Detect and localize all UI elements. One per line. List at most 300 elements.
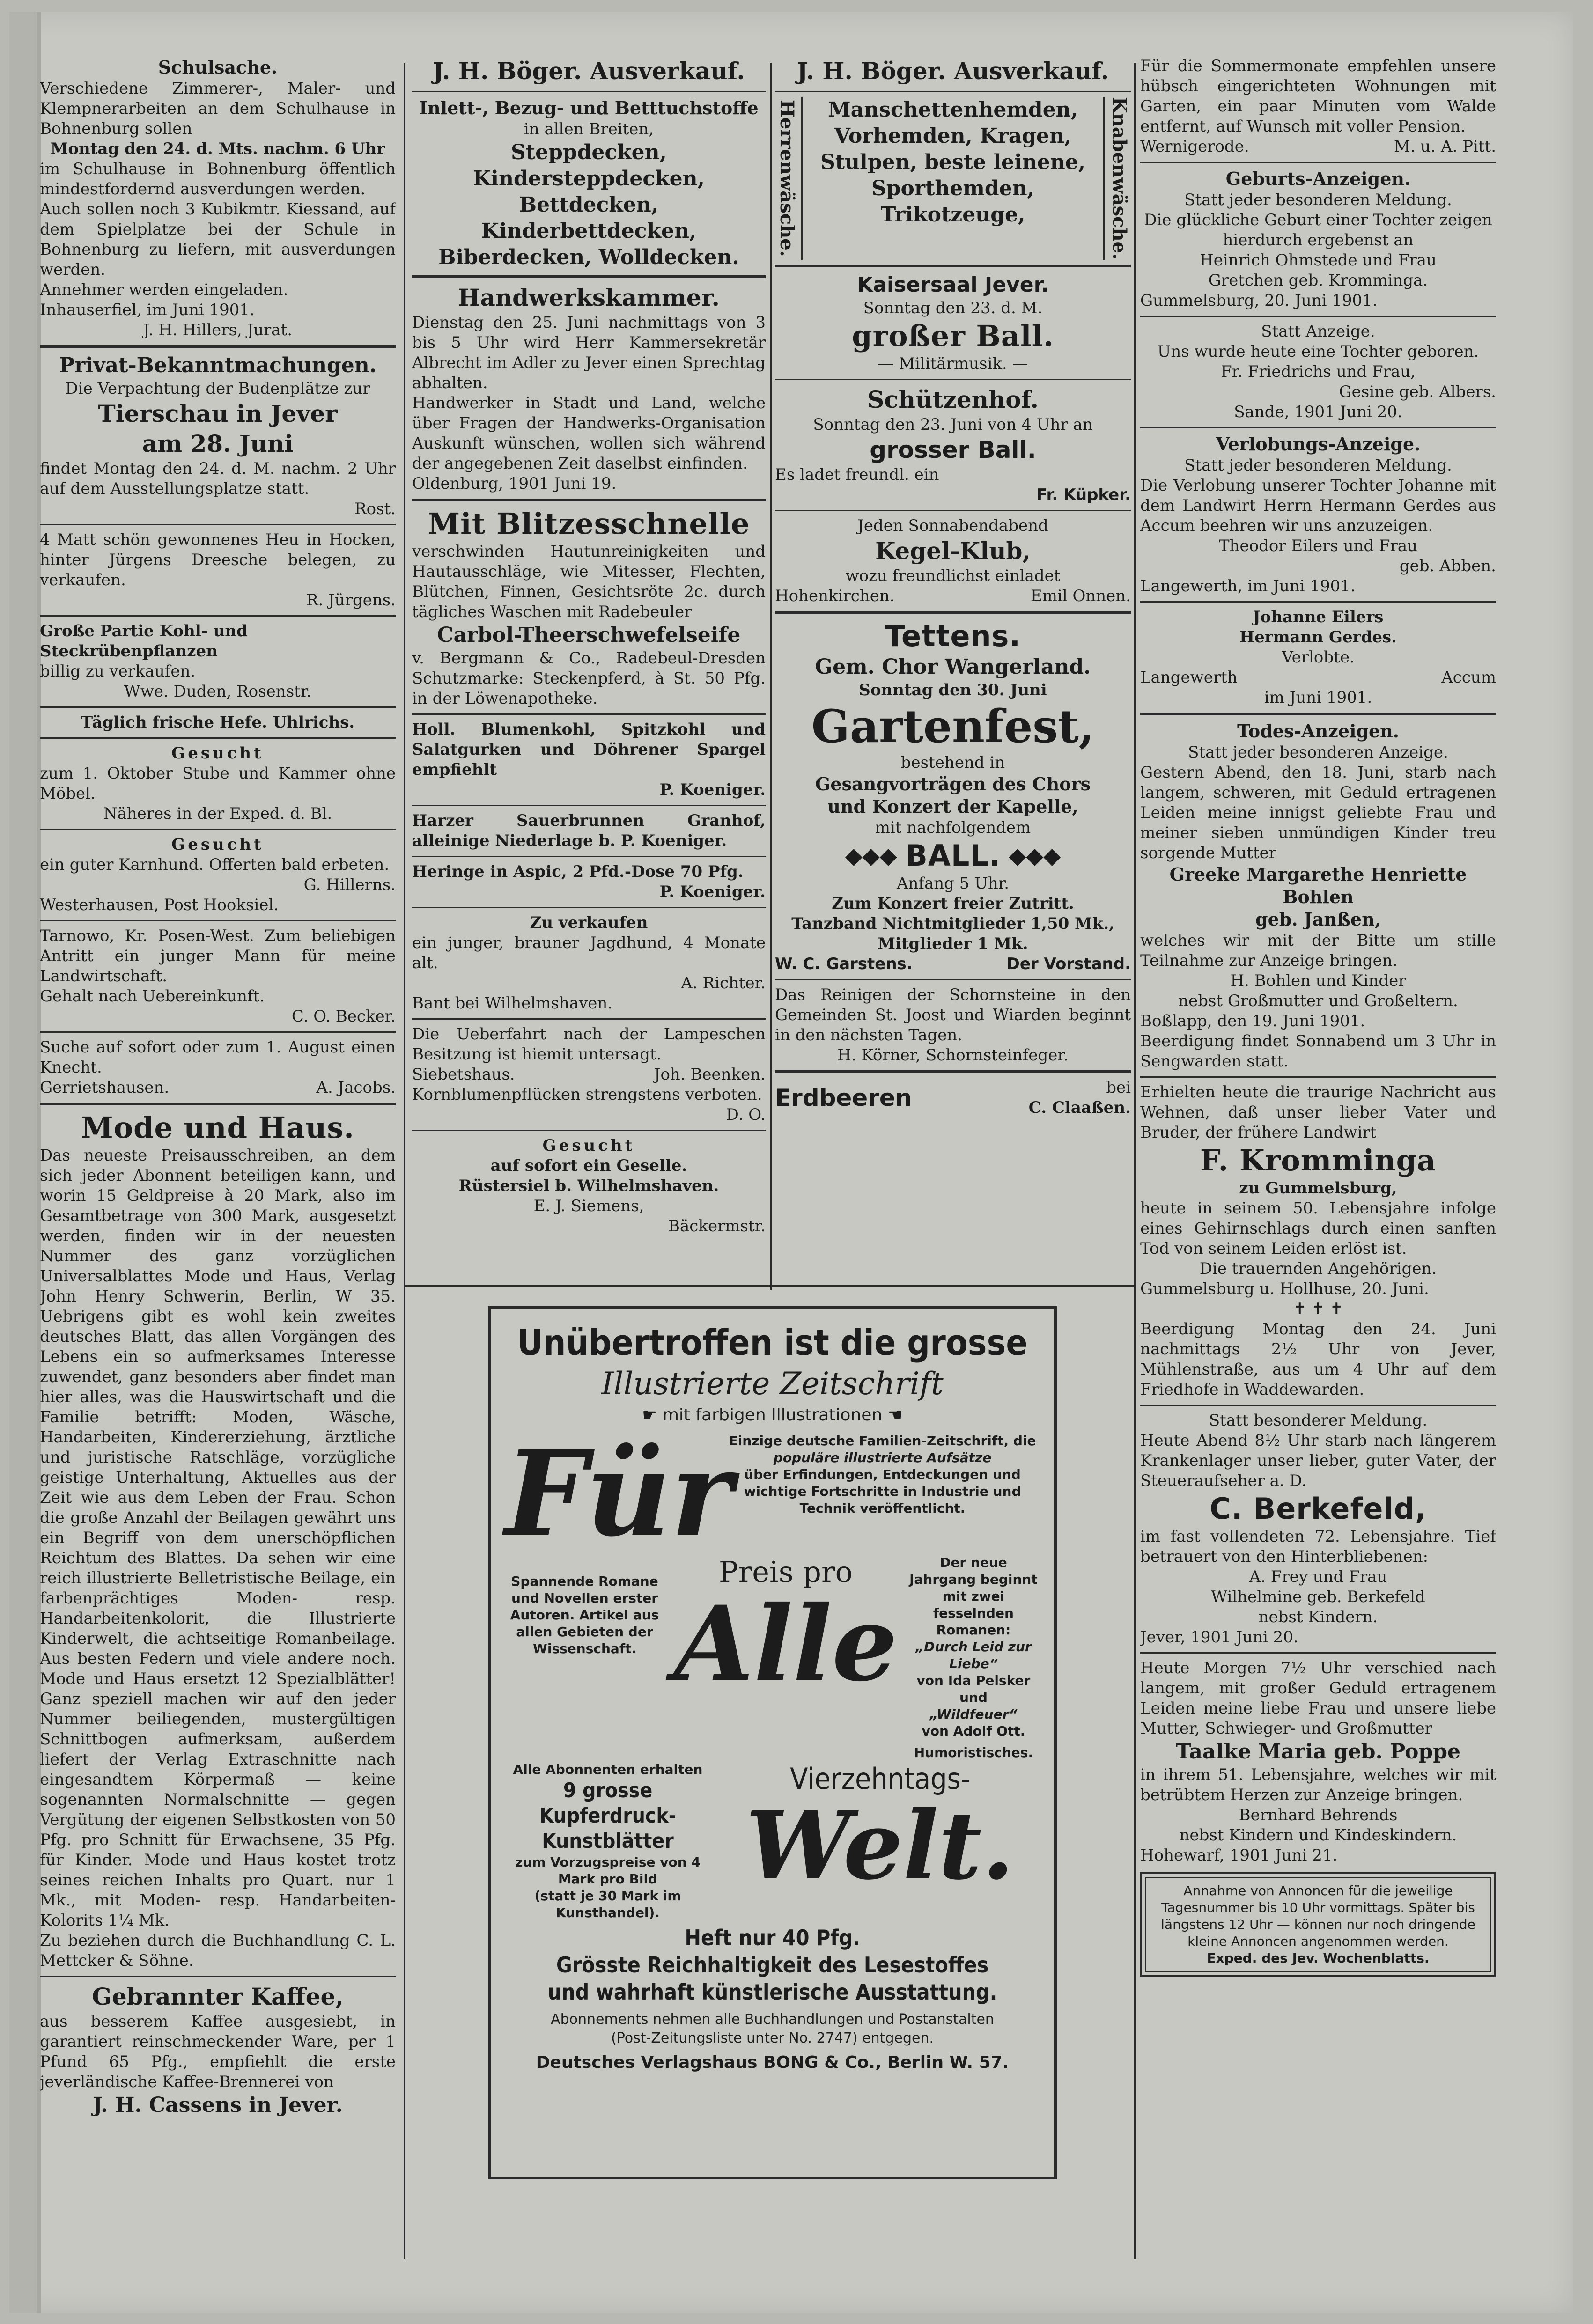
ad-line: Vorhemden, Kragen, [834,124,1072,148]
ad-date: Montag den 24. d. Mts. nachm. 6 Uhr [50,140,385,158]
column-2 [412,56,766,1239]
ad-body: zum 1. Oktober Stube und Kammer ohne Möbel. [40,764,396,803]
ad-schuetzenhof [775,385,1131,505]
pointing-hand-icon: ☚ [887,1405,903,1425]
ad-line: Der neue Jahrgang beginnt mit zwei fesselnden Romanen: [909,1555,1038,1638]
column-rule [404,1283,405,2259]
ad-name: C. Berkefeld, [1210,1492,1427,1526]
ad-signature: H. Körner, Schornsteinfeger. [837,1045,1069,1065]
ad-row-fuer [505,1425,1040,1562]
ad-names: geb. Abben. [1399,557,1496,575]
ad-kohl [40,621,396,702]
ad-body: Das Reinigen der Schornsteine in den Gemeinden St. Joost und Wiarden beginnt in den nächsten Tagen. [775,985,1131,1044]
ad-body: Beerdigung Montag den 24. Juni nachmittags 2½ Uhr von Jever, Mühlenstraße, aus um 4 Uhr auf dem Friedhofe in Waddewarden. [1140,1320,1496,1399]
rule [1140,427,1496,428]
ad-body: Annehmer werden eingeladen. [40,280,288,299]
ad-line: Spannende Romane und Novellen erster Autoren. Artikel aus allen Gebieten der Wissenschaft. [510,1574,659,1656]
rule [775,979,1131,980]
ad-boeger-waesche [775,56,1131,260]
ad-signature: P. Koeniger. [659,883,766,901]
ad-signature-row [412,1065,766,1085]
ad-body: Suche auf sofort oder zum 1. August einen Knecht. [40,1038,396,1077]
ad-signature-row [775,586,1131,606]
ad-headline: J. H. Böger. Ausverkauf. [796,57,1109,85]
ad-line: Steppdecken, Kindersteppdecken, [473,140,705,191]
ad-geselle [412,1136,766,1236]
notice-body [1145,1877,1491,1972]
rule [40,345,396,348]
ad-place: Boßlapp, den 19. Juni 1901. [1140,1012,1365,1030]
ad-sauerbrunnen: Harzer Sauerbrunnen Granhof, alleinige Niederlage b. P. Koeniger. [412,811,766,850]
ad-signature: Die trauernden Angehörigen. [1199,1259,1437,1278]
rule [1140,162,1496,163]
ad-price: Heft nur 40 Pfg. [685,1925,860,1950]
ad-headline: Kegel-Klub, [875,537,1031,565]
ad-signature: Emil Onnen. [1030,586,1131,605]
column-1 [40,56,396,2121]
ad-line: Zum Konzert freier Zutritt. [832,894,1074,913]
ad-headline: Gebrannter Kaffee, [92,1983,344,2010]
ad-date: Sonntag den 30. Juni [859,680,1047,699]
ad-line: (statt je 30 Mark im Kunsthandel). [534,1888,681,1920]
ad-headline: am 28. Juni [142,430,294,457]
ad-tettens [775,618,1131,974]
ad-jagdhund [412,913,766,1014]
ad-schornstein [775,985,1131,1066]
ad-tod-berkefeld [1140,1411,1496,1647]
ball-row [775,838,1131,874]
ad-place: Inhauserfiel, im Juni 1901. [40,301,255,319]
side-label: Herrenwäsche. [775,97,803,260]
ad-signature: Bernhard Behrends [1239,1806,1398,1824]
ad-body: Beerdigung findet Sonnabend um 3 Uhr in Sengwarden statt. [1140,1032,1496,1071]
ad-illu-text: mit farbigen Illustrationen [662,1405,883,1425]
ad-line: in allen Breiten, [524,120,654,139]
section-title: Verlobungs-Anzeige. [1216,434,1421,455]
rule [40,737,396,739]
ad-names: Gesine geb. Albers. [1339,382,1496,401]
ad-body: auf sofort ein Geselle. [490,1156,687,1175]
ad-left-text [505,1761,711,1921]
ad-line: Abonnements nehmen alle Buchhandlungen und Postanstalten [551,2011,994,2028]
rule [412,91,766,92]
ad-body: Verlobte. [1282,648,1355,667]
ad-place: Accum [1441,668,1496,687]
ad-body: Handwerker in Stadt und Land, welche über Fragen der Handwerks-Organisation Auskunft wünschen, wollen sich während der angegebenen Zeit daselbst einfinden. [412,394,766,473]
ad-place: Gerrietshausen. [40,1078,170,1097]
ad-heringe [412,862,766,902]
rule [412,907,766,908]
cross-icon: ✝ ✝ ✝ [1293,1300,1343,1318]
ad-line: mit nachfolgendem [875,818,1031,837]
ad-line: Inlett-, Bezug- und Betttuchstoffe [419,97,759,118]
rule [40,615,396,617]
ad-signature: J. H. Hillers, Jurat. [143,321,293,339]
ad-title: Gesucht [171,744,264,763]
ad-body: verschwinden Hautunreinigkeiten und Hautausschläge, wie Mitesser, Flechten, Blütchen, Finnen, Gesichtsröte 2c. durch tägliches Waschen mit Radebeuler [412,542,766,621]
ad-line: Bettdecken, Kinderbettdecken, [481,193,697,243]
ad-signature: J. H. Cassens in Jever. [92,2093,343,2117]
ad-place: Jever, 1901 Juni 20. [1140,1628,1298,1647]
ad-geburt-2 [1140,322,1496,422]
rule [775,91,1131,92]
ad-row-alle [505,1554,1040,1761]
ad-line: Manschettenhemden, [828,98,1078,122]
ad-name: geb. Janßen, [1255,909,1381,930]
ad-subtitle: Illustrierte Zeitschrift [601,1366,944,1402]
rule [412,805,766,806]
ad-signature: Fr. Küpker. [1036,485,1131,504]
rule [775,510,1131,511]
ad-tod-kromminga [1140,1082,1496,1400]
rule [412,1130,766,1131]
ad-body: in ihrem 51. Lebensjahre, welches wir mit betrübtem Herzen zur Anzeige bringen. [1140,1765,1496,1804]
ad-headline: Erdbeeren [775,1084,912,1111]
rule [40,829,396,830]
ad-ueberfahrt [412,1024,766,1125]
ad-headline: Tettens. [885,618,1021,653]
ad-signature: W. C. Garstens. [775,954,913,973]
ad-handwerkskammer [412,283,766,494]
ad-signature: R. Jürgens. [306,591,396,610]
ad-line: Biberdecken, Wolldecken. [438,245,739,269]
ad-body: aus besserem Kaffee ausgesiebt, in garantiert reinschmeckender Ware, per 1 Pfund 65 Pfg., empfiehlt die erste jeverländische Kaffee-Brennerei von [40,2012,396,2091]
ad-title: Gesucht [542,1136,635,1155]
ad-place: Gummelsburg, 20. Juni 1901. [1140,291,1378,310]
ad-body: Das neueste Preisausschreiben, an dem sich jeder Abonnent beteiligen kann, und worin 15 Geldpreise à 20 Mark, also im Gesamtbetrage von 300 Mark, ausgesetzt werden, finden wir in der neuesten Nummer des ganz vorzüglichen Universalblattes Mode und Haus, Verlag John Henry Schwerin, Berlin, W 35. Uebrigens gibt es wohl kein zweites deutsches Blatt, das allen Vorgängen des Lebens ein so aufmerksames Interesse zuwendet, ganz besonders aber findet man hier alles, was die Hauswirtschaft und die Familie betrifft: Moden, Wäsche, Handarbeiten, Kindererziehung, ärztliche und juristische Ratschläge, vorzügliche geistige Unterhaltung, Aktuelles aus der Zeit wie aus dem Leben der Frau. Schon die große Anzahl der Beilagen gewährt uns ein Begriff von dem unerschöpflichen Reichtum des Blattes. Da sehen wir eine reich illustrierte Belletristische Beilage, ein farbenprächtiges Moden- resp. Handarbeitenkolorit, die Illustrierte Kinderwelt, die achtseitige Romanbeilage. Aus besten Federn und viele andere noch. Mode und Haus ersetzt 12 Spezialblätter! Ganz speziell machen wir auf den jeder Nummer beiliegenden, mustergültigen Schnittbogen aufmerksam, außerdem liefert der Verlag Extraschnitte nach eingesandtem Körpermaß — keine sogenannten Normalschnitte — gegen Vergütung der eigenen Selbstkosten von 50 Pfg. pro Schnitt für Erwachsene, 35 Pfg. für Kinder. Mode und Haus kostet trotz seines reichen Inhalts pro Quart. nur 1 Mk., mit Moden- resp. Handarbeiten-Kolorits 1¼ Mk. [40,1146,396,1930]
ad-place: Bant bei Wilhelmshaven. [412,994,613,1013]
section-title: Geburts-Anzeigen. [1225,168,1411,189]
rule [1140,316,1496,317]
ad-place: Wernigerode. [1140,137,1249,156]
ad-signature: A. Jacobs. [316,1078,396,1097]
ad-title: Schulsache. [158,57,278,78]
ad-name: Greeke Margarethe Henriette Bohlen [1169,864,1467,907]
rule [412,856,766,857]
ad-body: v. Bergmann & Co., Radebeul-Dresden Schutzmarke: Steckenpferd, à St. 50 Pfg. in der Löwenapotheke. [412,649,766,708]
ad-signature: Bäckermstr. [668,1217,766,1236]
ad-signature: Joh. Beenken. [654,1065,766,1084]
rule [412,275,766,278]
page-gutter [9,12,37,2313]
ad-title: Gesucht [171,835,264,854]
ad-signature-row [775,954,1131,974]
ad-body: Verschiedene Zimmerer-, Maler- und Klempnerarbeiten an dem Schulhause in Bohnenburg sollen [40,79,396,138]
ad-body: ein guter Karnhund. Offerten bald erbeten. [40,855,390,874]
ad-signature-row [1140,668,1496,688]
ad-tod-poppe [1140,1658,1496,1866]
ad-body: Auch sollen noch 3 Kubikmtr. Kiessand, auf dem Spielplatze bei der Schule in Bohnenburg zu liefern, mit ausverdungen werden. [40,200,396,279]
ad-body: im Schulhause in Bohnenburg öffentlich mindestfordernd ausverdungen werden. [40,160,396,199]
ad-line: und wahrhaft künstlerische Ausstattung. [547,1979,997,2005]
ad-body: Statt besonderer Meldung. [1209,1411,1428,1430]
ad-headline: Schützenhof. [867,385,1039,413]
ad-signature: M. u. A. Pitt. [1394,137,1496,156]
ad-signature: Rost. [354,500,396,518]
ad-headline: Handwerkskammer. [458,284,720,311]
ad-privat [40,353,396,519]
ad-body: Heringe in Aspic, 2 Pfd.-Dose 70 Pfg. [412,862,744,881]
column-rule [1134,63,1136,2259]
ad-headline: Mit Blitzesschnelle [428,507,750,541]
diamond-icon: ◆◆◆ [1009,842,1061,869]
ad-body: Statt jeder besonderen Anzeige. [1188,743,1448,762]
ad-right-text [907,1554,1040,1761]
ad-left-text [505,1554,664,1761]
ad-alle: Alle [674,1583,898,1704]
ad-headline: Unübertroffen ist die grosse [517,1322,1028,1363]
ad-line: 9 grosse Kupferdruck-Kunstblätter [539,1779,677,1853]
ad-lines [803,97,1103,260]
ad-line: Sporthemden, [871,177,1034,200]
ad-place: Gummelsburg u. Hollhuse, 20. Juni. [1140,1280,1429,1298]
rule [1140,601,1496,603]
ad-signature: Wwe. Duden, Rosenstr. [124,682,312,701]
ad-body: findet Montag den 24. d. M. nachm. 2 Uhr auf dem Ausstellungsplatze statt. [40,459,396,498]
ad-couple: Hermann Gerdes. [1239,628,1397,647]
rule [412,499,766,501]
rule [775,379,1131,380]
ad-tod-bohlen [1140,720,1496,1072]
ad-signature: nebst Kindern. [1258,1608,1378,1626]
rule [40,706,396,708]
ad-body: Erhielten heute die traurige Nachricht aus Wehnen, daß unser lieber Vater und Bruder, der frühere Landwirt [1140,1083,1496,1142]
ad-event: grosser Ball. [870,436,1036,463]
ad-body: Die glückliche Geburt einer Tochter zeigen hierdurch ergebenst an [1144,211,1492,250]
ad-kaisersaal [775,272,1131,374]
ad-blumenkohl [412,720,766,800]
diamond-icon: ◆◆◆ [845,842,897,869]
rule [40,1976,396,1977]
ad-signature: C. Claaßen. [1028,1098,1131,1117]
rule [1140,1652,1496,1654]
ad-publisher: Deutsches Verlagshaus BONG & Co., Berlin W. 57. [536,2053,1009,2072]
ad-signature: Der Vorstand. [1006,954,1131,973]
ad-kaffee [40,1982,396,2118]
section-title: Todes-Anzeigen. [1237,721,1400,742]
side-label: Knabenwäsche. [1103,97,1131,260]
notice-signature: Exped. des Jev. Wochenblatts. [1207,1950,1430,1966]
ad-signature: A. Richter. [681,974,766,993]
ad-body: Tarnowo, Kr. Posen-West. Zum beliebigen Antritt ein junger Mann für meine Landwirtschaft. [40,927,396,985]
ad-headline: J. H. Böger. Ausverkauf. [433,57,745,85]
ad-headline: Tierschau in Jever [98,400,338,427]
ad-name: F. Kromminga [1200,1143,1437,1177]
ad-place: Westerhausen, Post Hooksiel. [40,896,279,914]
ad-event: großer Ball. [852,318,1054,353]
ad-signature: D. O. [726,1105,766,1124]
ad-line: Humoristisches. [914,1745,1033,1760]
ad-place: Sande, 1901 Juni 20. [1234,403,1402,421]
ad-vierzehntags: Vierzehntags- [790,1762,970,1796]
ad-signature: P. Koeniger. [659,780,766,799]
ad-product: Carbol-Theerschwefelseife [437,623,741,647]
ad-line: Einzige deutsche Familien-Zeitschrift, die [729,1433,1036,1449]
ad-row-welt [505,1761,1040,1921]
ad-schulsache [40,56,396,340]
ad-body: Die Verpachtung der Budenplätze zur [65,379,370,398]
ad-line: „Durch Leid zur Liebe“ [915,1639,1032,1671]
ad-line: Mitglieder 1 Mk. [878,934,1028,953]
ad-date: im Juni 1901. [1264,688,1372,707]
ad-body: Statt jeder besonderen Meldung. [1184,191,1452,209]
ad-verlobung [1140,433,1496,708]
ad-signature: C. O. Becker. [291,1007,396,1026]
rule [40,920,396,921]
ad-line: „Wildfeuer“ [929,1706,1018,1722]
horizontal-rule [404,1285,1134,1287]
ad-line: über Erfindungen, Entdeckungen und wichtige Fortschritte in Industrie und Technik veröffentlicht. [744,1467,1021,1516]
ad-names: Heinrich Ohmstede und Frau [1200,251,1437,270]
ad-body: Heute Morgen 7½ Uhr verschied nach langem, mit großer Geduld ertragenem Leiden meine liebe Frau und unsere liebe Mutter, Schwieger- und Großmutter [1140,1659,1496,1738]
ad-gesucht-hund [40,835,396,915]
ad-body: 4 Matt schön gewonnenes Heu in Hocken, hinter Jürgens Dreesche belegen, zu verkaufen. [40,530,396,589]
ad-body: Jeden Sonnabendabend [857,516,1048,535]
rule [1140,1076,1496,1078]
ad-body: Holl. Blumenkohl, Spitzkohl und Salatgurken und Döhrener Spargel empfiehlt [412,720,766,779]
ad-body: Heute Abend 8½ Uhr starb nach längerem Krankenlager unser lieber, guter Vater, der Steueraufseher a. D. [1140,1431,1496,1490]
ad-blitzesschnelle [412,506,766,709]
ad-place: Siebetshaus. [412,1065,515,1084]
ad-line: (Post-Zeitungsliste unter No. 2747) entgegen. [611,2030,934,2046]
ad-event: Gartenfest, [811,699,1095,753]
ad-body: Uns wurde heute eine Tochter geboren. [1157,342,1479,361]
ad-body: Zu beziehen durch die Buchhandlung C. L. Mettcker & Söhne. [40,1931,396,1970]
notice-box [1140,1872,1496,1977]
ad-heu [40,530,396,610]
ad-body: Statt Anzeige. [1261,322,1375,341]
ad-body: billig zu verkaufen. [40,662,196,681]
ad-body: Es ladet freundl. ein [775,465,939,484]
ad-body: Die Ueberfahrt nach der Lampeschen Besitzung ist hiemit untersagt. [412,1025,766,1064]
ad-zeitschrift [488,1306,1057,2179]
ad-line: zum Vorzugspreise von 4 Mark pro Bild [515,1854,701,1887]
ad-place: Hohenkirchen. [775,586,895,605]
ad-line: populäre illustrierte Aufsätze [773,1450,992,1465]
ad-body: Die Verlobung unserer Tochter Johanne mit dem Landwirt Herrn Hermann Gerdes aus Accum beehren wir uns anzuzeigen. [1140,476,1496,535]
ad-signature: H. Bohlen und Kinder [1230,971,1406,990]
column-rule [770,63,772,1290]
ad-couple: Johanne Eilers [1253,608,1384,626]
ad-headline: Mode und Haus. [81,1111,354,1145]
ad-body: Kornblumenpflücken strengstens verboten. [412,1085,762,1104]
ad-signature-block [1029,1078,1131,1118]
ad-date: Sonntag den 23. Juni von 4 Uhr an [813,415,1093,434]
ad-mode-und-haus [40,1110,396,1971]
ad-welt: Welt. [745,1791,1015,1901]
ad-signature: nebst Kindern und Kindeskindern. [1179,1826,1457,1845]
ad-line: Trikotzeuge, [880,203,1025,227]
ad-body: im fast vollendeten 72. Lebensjahre. Tief betrauert von den Hinterbliebenen: [1140,1527,1496,1566]
ad-gesucht-stube [40,743,396,824]
rule [1140,713,1496,715]
ad-name: Taalke Maria geb. Poppe [1176,1740,1460,1764]
ad-body: heute in seinem 50. Lebensjahre infolge eines Gehirnschlags durch einen sanften Tod von seinem Leiden erlöst ist. [1140,1199,1496,1258]
ad-names: Theodor Eilers und Frau [1218,537,1418,555]
ad-place: Hohewarf, 1901 Juni 21. [1140,1846,1338,1865]
column-3 [775,56,1131,1121]
rule [775,1070,1131,1073]
ad-tarnowo [40,926,396,1027]
ad-line: Stulpen, beste leinene, [820,150,1086,174]
rule [412,1018,766,1020]
ad-line: Gem. Chor Wangerland. [815,655,1091,679]
rule [775,611,1131,614]
ad-place: Langewerth [1140,668,1238,687]
ad-center [674,1554,898,1761]
ad-body: ein junger, brauner Jagdhund, 4 Monate alt. [412,934,766,972]
section-title: Privat-Bekanntmachungen. [59,353,377,377]
ad-boeger-bedding [412,56,766,271]
ad-center [720,1761,1040,1921]
ad-place: Oldenburg, 1901 Juni 19. [412,474,617,493]
ad-line: Alle Abonnenten erhalten [513,1762,703,1777]
ad-body: Für die Sommermonate empfehlen unsere hübsch eingerichteten Wohnungen mit Garten, ein paar Minuten vom Walde entfernt, auf Wunsch mit voller Pension. [1140,57,1496,136]
ad-ball: BALL. [905,838,1001,873]
rule [40,1103,396,1105]
ad-signature: Wilhelmine geb. Berkefeld [1211,1588,1425,1606]
ad-word: bei [1106,1078,1131,1097]
rule [775,265,1131,267]
ad-line: bestehend in [900,753,1005,772]
ad-body: Gestern Abend, den 18. Juni, starb nach langem, schweren, mit Geduld ertragenen Leiden meine innigst geliebte Frau und meiner sieben unmündigen Kinder treu sorgende Mutter [1140,763,1496,862]
ad-line: Grösste Reichhaltigkeit des Lesestoffes [556,1952,989,1978]
rule [40,524,396,525]
rule [40,1031,396,1033]
ad-line: von Adolf Ott. [922,1723,1025,1739]
ad-body: Näheres in der Exped. d. Bl. [103,804,332,823]
ad-names: Fr. Friedrichs und Frau, [1221,362,1416,381]
ad-line: Gesangvorträgen des Chors [815,773,1091,794]
ad-place: Langewerth, im Juni 1901. [1140,577,1356,596]
notice-text: Annahme von Annoncen für die jeweilige Tagesnummer bis 10 Uhr vormittags. Später bis längstens 12 Uhr — können nur noch dringende kleine Annoncen angenommen werden. [1161,1883,1475,1949]
rule [1140,1405,1496,1406]
ad-sommer [1140,56,1496,157]
ad-body: Dienstag den 25. Juni nachmittags von 3 bis 5 Uhr wird Herr Kammersekretär Albrecht im Adler zu Jever einen Sprechtag abhalten. [412,313,766,392]
ad-title: Zu verkaufen [530,913,648,932]
ad-kegel-klub [775,516,1131,606]
ad-title: Große Partie Kohl- und Steckrübenpflanzen [40,622,248,661]
ad-body: Statt jeder besonderen Meldung. [1184,456,1452,475]
ad-boeger-body [775,97,1131,260]
ad-preis: Preis pro [718,1555,853,1589]
ad-fuer: Für [505,1425,733,1562]
ad-name: zu Gummelsburg, [1239,1179,1397,1198]
ad-headline: Kaisersaal Jever. [857,272,1049,297]
ad-signature: nebst Großmutter und Großeltern. [1178,992,1458,1010]
ad-knecht [40,1037,396,1098]
ad-place: Rüstersiel b. Wilhelmshaven. [458,1177,719,1195]
ad-erdbeeren [775,1078,1131,1118]
ad-line: Tanzband Nichtmitglieder 1,50 Mk., [791,914,1114,933]
ad-line: Anfang 5 Uhr. [896,874,1010,893]
ad-right-text [725,1433,1040,1554]
ad-line: und Konzert der Kapelle, [827,795,1078,817]
ad-hefe: Täglich frische Hefe. Uhlrichs. [81,713,355,732]
ad-line: und [959,1690,988,1705]
ad-body: Gehalt nach Uebereinkunft. [40,987,265,1006]
pointing-hand-icon: ☛ [642,1405,657,1425]
ad-signature: E. J. Siemens, [533,1197,644,1215]
rule [412,713,766,715]
ad-signature: G. Hillerns. [303,875,396,894]
ad-names: Gretchen geb. Kromminga. [1208,271,1428,290]
ad-body: — Militärmusik. — [878,354,1028,373]
ad-signature-row [1140,137,1496,157]
column-4 [1140,56,1496,1981]
ad-geburt [1140,168,1496,311]
ad-line [505,1404,1040,1427]
